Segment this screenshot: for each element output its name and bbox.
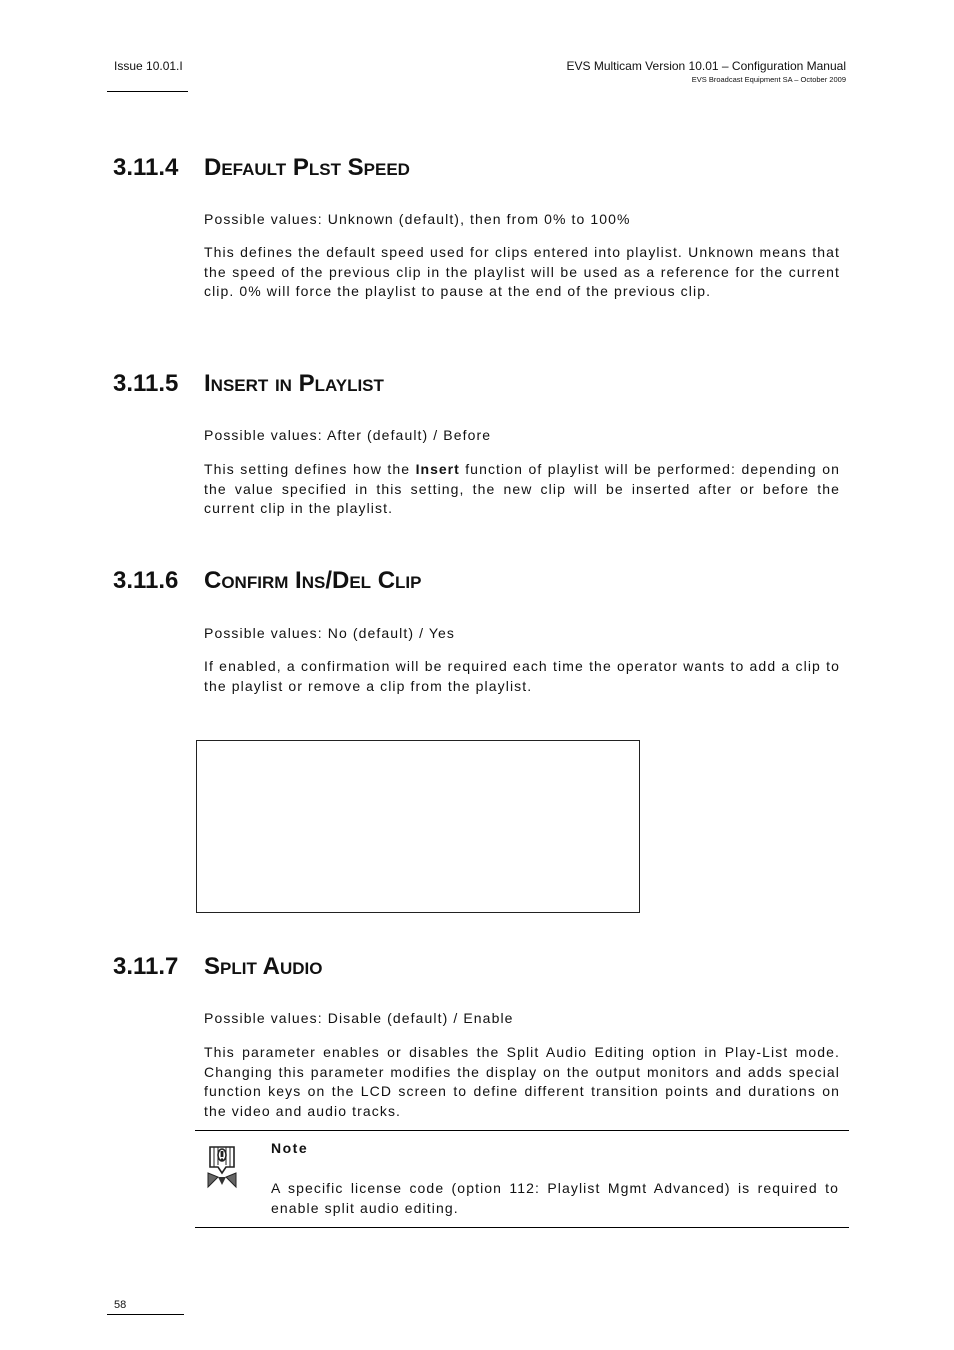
section-title: Split Audio <box>204 953 323 980</box>
section-values: Possible values: After (default) / Before <box>204 427 492 443</box>
header-right <box>567 59 847 84</box>
note-pen-icon <box>204 1143 240 1189</box>
section-values: Possible values: Unknown (default), then from 0% to 100% <box>204 211 631 227</box>
section-title: Insert in Playlist <box>204 370 384 397</box>
section-number: 3.11.7 <box>113 953 179 980</box>
section-heading-3-11-7 <box>113 953 322 981</box>
section-title: Confirm Ins/Del Clip <box>204 567 422 594</box>
header-title: EVS Multicam Version 10.01 – Configuration Manual <box>566 59 846 73</box>
header-left-rule <box>107 91 188 92</box>
note-title: Note <box>271 1140 309 1156</box>
empty-figure-frame <box>196 740 640 913</box>
header-subtitle: EVS Broadcast Equipment SA – October 2009 <box>691 75 846 84</box>
header-issue: Issue 10.01.I <box>114 59 183 73</box>
section-values: Possible values: Disable (default) / Enable <box>204 1010 514 1026</box>
section-description: This parameter enables or disables the Split Audio Editing option in Play-List mode. Changing this parameter modifies the display on the output monitors and adds special function keys on the LCD screen to define different transition points and durations on the video and audio tracks. <box>204 1044 840 1119</box>
description-text: This setting defines how the <box>204 461 416 477</box>
note-text: A specific license code (option 112: Playlist Mgmt Advanced) is required to enable split audio editing. <box>271 1180 839 1216</box>
description-bold-insert: Insert <box>415 461 460 477</box>
section-title: Default Plst Speed <box>204 154 410 181</box>
section-heading-3-11-5 <box>113 370 384 398</box>
section-heading-3-11-4 <box>113 154 410 182</box>
section-number: 3.11.4 <box>113 154 179 181</box>
page-number: 58 <box>114 1299 127 1311</box>
description-text: function of playlist will be performed: depending on the value specified in this setting, the new clip will be inserted after or before the current clip in the playlist. <box>204 461 840 517</box>
section-description: This defines the default speed used for clips entered into playlist. Unknown means that the speed of the previous clip in the playlist will be used as a reference for the current clip. 0% will force the playlist to pause at the end of the previous clip. <box>204 244 840 300</box>
section-number: 3.11.6 <box>113 567 179 594</box>
section-heading-3-11-6 <box>113 567 422 595</box>
note-top-rule <box>195 1130 849 1131</box>
section-description: If enabled, a confirmation will be required each time the operator wants to add a clip to the playlist or remove a clip from the playlist. <box>204 658 840 694</box>
note-bottom-rule <box>195 1227 849 1228</box>
section-number: 3.11.5 <box>113 370 179 397</box>
section-description <box>204 460 840 519</box>
footer-rule <box>107 1314 184 1315</box>
section-values: Possible values: No (default) / Yes <box>204 625 455 641</box>
